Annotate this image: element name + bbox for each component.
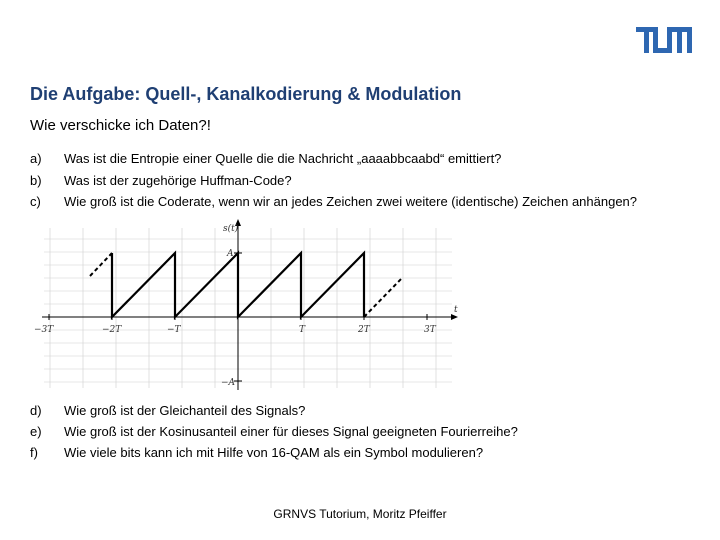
x-tick-label: 2T xyxy=(358,325,370,335)
slide-subtitle: Wie verschicke ich Daten?! xyxy=(30,117,211,134)
plot-grid xyxy=(44,228,452,390)
x-tick-label: −3T xyxy=(34,325,54,335)
question-label: a) xyxy=(30,151,42,166)
y-axis-label: s(t) xyxy=(223,224,239,234)
question-label: c) xyxy=(30,194,41,209)
question-label: f) xyxy=(30,445,38,460)
sawtooth-plot xyxy=(22,218,462,390)
question-f xyxy=(30,445,483,460)
question-text: Wie groß ist die Coderate, wenn wir an jedes Zeichen zwei weitere (identische) Zeichen anhängen? xyxy=(64,194,638,209)
amplitude-label-neg: −A xyxy=(221,378,236,388)
question-b xyxy=(30,173,292,188)
amplitude-label-pos: A xyxy=(227,249,234,259)
x-axis-label: t xyxy=(454,305,458,315)
question-c xyxy=(30,194,637,209)
x-tick-label: 3T xyxy=(424,325,436,335)
question-a xyxy=(30,151,501,166)
question-e xyxy=(30,424,518,439)
question-text: Wie viele bits kann ich mit Hilfe von 16-QAM als ein Symbol modulieren? xyxy=(64,445,484,460)
slide-footer: GRNVS Tutorium, Moritz Pfeiffer xyxy=(273,507,447,521)
slide-title: Die Aufgabe: Quell-, Kanalkodierung & Modulation xyxy=(30,84,462,104)
x-tick-label: −2T xyxy=(102,325,122,335)
sawtooth-waveform xyxy=(112,253,364,317)
x-tick-label: T xyxy=(299,325,306,335)
question-label: d) xyxy=(30,403,42,418)
tum-logo xyxy=(636,27,692,57)
question-text: Was ist die Entropie einer Quelle die die Nachricht „aaaabbcaabd“ emittiert? xyxy=(64,151,502,166)
question-d xyxy=(30,403,305,418)
question-text: Wie groß ist der Kosinusanteil einer für dieses Signal geeigneten Fourierreihe? xyxy=(64,424,518,439)
question-text: Wie groß ist der Gleichanteil des Signals? xyxy=(64,403,306,418)
question-label: b) xyxy=(30,173,42,188)
x-tick-label: −T xyxy=(167,325,181,335)
question-text: Was ist der zugehörige Huffman-Code? xyxy=(64,173,292,188)
question-label: e) xyxy=(30,424,42,439)
